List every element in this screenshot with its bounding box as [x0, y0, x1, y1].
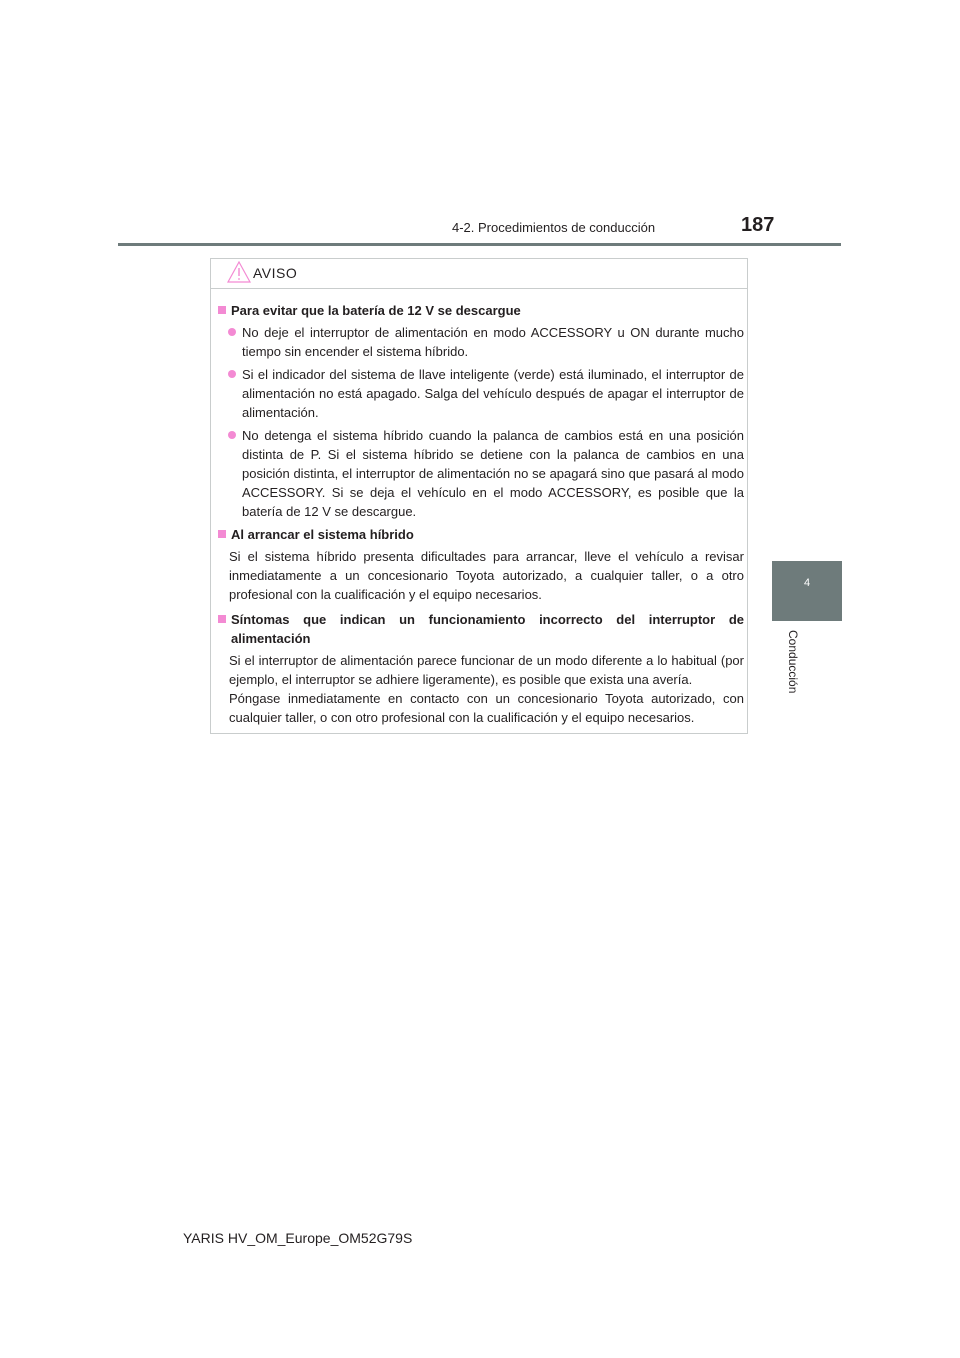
header-rule: [118, 243, 841, 246]
warning-box: [210, 258, 748, 734]
round-bullet-icon: [228, 370, 236, 378]
warning-triangle-icon: [227, 261, 251, 288]
chapter-number: 4: [803, 577, 811, 589]
section-paragraph: Si el sistema híbrido presenta dificultades para arrancar, lleve el vehículo a revisar inmediatamente a un concesionario Toyota autorizado, a cualquier taller, o a otro profesional con la cualificación y el equipo necesarios.: [229, 549, 744, 602]
chapter-tab: [772, 561, 842, 621]
list-item: [228, 323, 744, 361]
round-bullet-icon: [228, 328, 236, 336]
square-bullet-icon: [218, 615, 226, 623]
warning-section-start: [218, 525, 744, 604]
warning-content: [218, 301, 744, 727]
header-section-title: 4-2. Procedimientos de conducción: [452, 220, 656, 235]
chapter-label: Conducción: [786, 630, 800, 694]
warning-section-symptoms: [218, 610, 744, 727]
warning-section-battery: [218, 301, 744, 521]
section-heading-text: Al arrancar el sistema híbrido: [231, 527, 414, 542]
paragraph-line: Si el interruptor de alimentación parece funcionar de un modo diferente a lo habitual (por ejemplo, el interruptor se adhiere ligeramente), es posible que exista una avería.: [229, 653, 744, 687]
section-heading: [218, 610, 744, 648]
section-heading: [218, 301, 744, 320]
section-heading-text: Para evitar que la batería de 12 V se descargue: [231, 303, 521, 318]
section-heading: [218, 525, 744, 544]
list-item-text: No detenga el sistema híbrido cuando la palanca de cambios está en una posición distinta de P. Si el sistema híbrido se detiene con la palanca de cambios en una posición distinta, el interruptor de alimentación no se apagará sino que pasará al modo ACCESSORY. Si se deja el vehículo en el modo ACCESSORY, es posible que la batería de 12 V se descargue.: [242, 428, 744, 519]
warning-header: [211, 259, 747, 289]
section-paragraph: [229, 651, 744, 727]
list-item: [228, 426, 744, 521]
page-number: 187: [741, 214, 775, 236]
list-item: [228, 365, 744, 422]
list-item-text: No deje el interruptor de alimentación en modo ACCESSORY u ON durante mucho tiempo sin encender el sistema híbrido.: [242, 325, 744, 359]
round-bullet-icon: [228, 431, 236, 439]
list-item-text: Si el indicador del sistema de llave inteligente (verde) está iluminado, el interruptor de alimentación no está apagado. Salga del vehículo después de apagar el interruptor de alimentación.: [242, 367, 744, 420]
square-bullet-icon: [218, 530, 226, 538]
warning-title: AVISO: [253, 265, 298, 281]
paragraph-line: Póngase inmediatamente en contacto con un concesionario Toyota autorizado, con cualquier taller, o con otro profesional con la cualificación y el equipo necesarios.: [229, 691, 744, 725]
square-bullet-icon: [218, 306, 226, 314]
footer-document-id: YARIS HV_OM_Europe_OM52G79S: [183, 1230, 413, 1246]
section-heading-text: Síntomas que indican un funcionamiento incorrecto del interruptor de alimentación: [231, 612, 744, 646]
